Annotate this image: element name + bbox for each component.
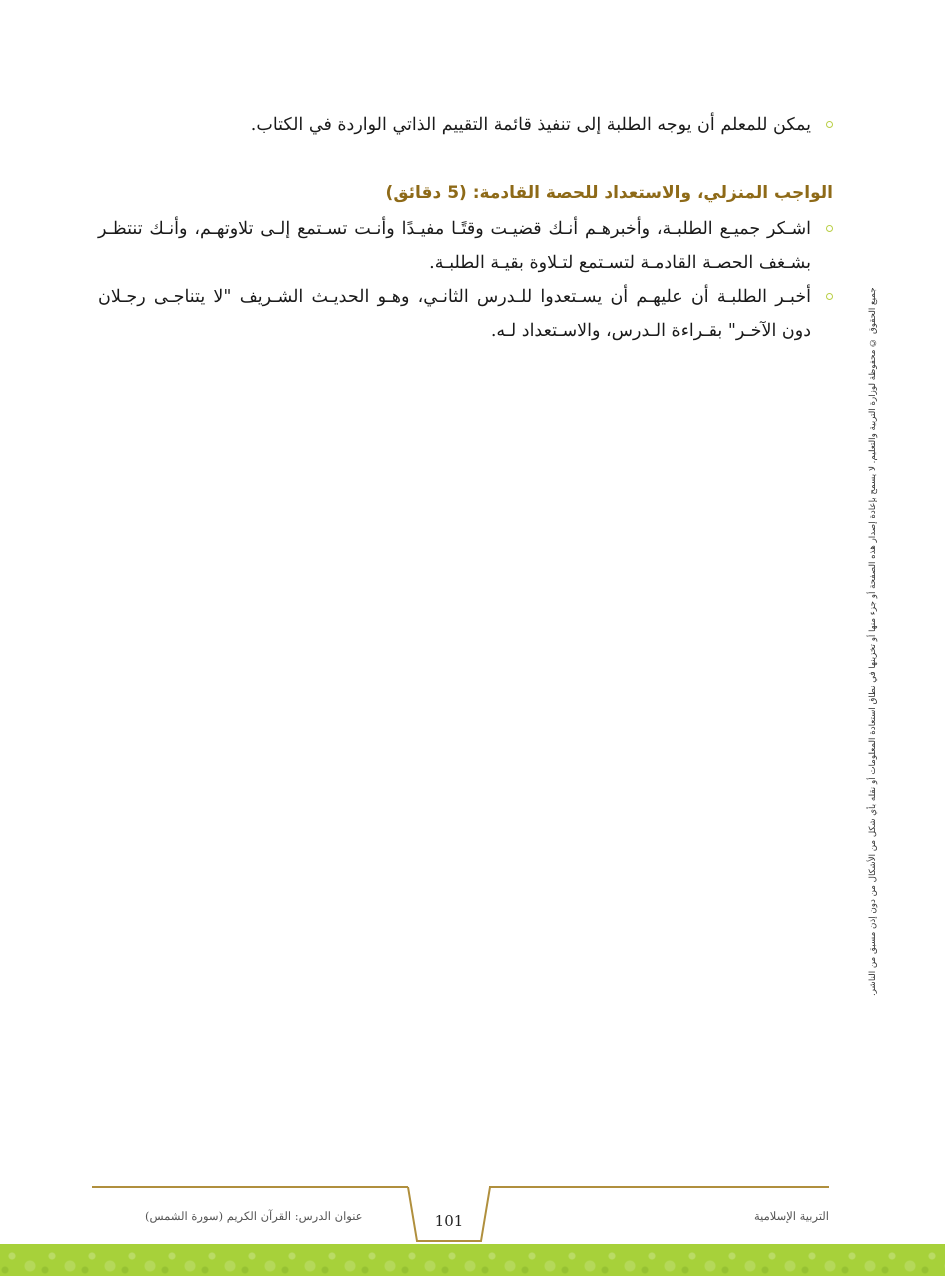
list-item <box>98 108 833 142</box>
list-item <box>98 212 833 280</box>
bullet-circle-icon <box>826 225 833 232</box>
main-content <box>98 108 833 348</box>
decorative-bottom-band <box>0 1244 945 1276</box>
footer-lesson-title: عنوان الدرس: القرآن الكريم (سورة الشمس) <box>145 1209 363 1223</box>
homework-bullet-list <box>98 212 833 348</box>
copyright-notice: جميع الحقوق © محفوظة لوزارة التربية والتعليم. لا يسمح بإعادة إصدار هذه الصفحة أو جزء منها أو تخزينها في نطاق استعادة المعلومات أو نقله بأي شكل من الأشكال من دون إذن مسبق من الناشر. <box>868 287 878 997</box>
bullet-text: يمكن للمعلم أن يوجه الطلبة إلى تنفيذ قائمة التقييم الذاتي الواردة في الكتاب. <box>250 115 811 135</box>
footer-divider-left <box>92 1186 408 1188</box>
bullet-circle-icon <box>826 293 833 300</box>
bullet-text: اشـكر جميـع الطلبـة، وأخبرهـم أنـك قضيـت وقتًـا مفيـدًا وأنـت تسـتمع إلـى تلاوتهـم، وأنـك تنتظـر بشـغف الحصـة القادمـة لتسـتمع لتـلاوة بقيـة الطلبـة. <box>98 219 811 273</box>
homework-heading: الواجب المنزلي، والاستعداد للحصة القادمة: (5 دقائق) <box>385 183 833 203</box>
bullet-circle-icon <box>826 121 833 128</box>
page-number: 101 <box>434 1212 464 1230</box>
bullet-text: أخبـر الطلبـة أن عليهـم أن يسـتعدوا للـدرس الثانـي، وهـو الحديـث الشـريف "لا يتناجـى رجـلان دون الآخـر" بقـراءة الـدرس، والاسـتعداد لـه. <box>98 287 811 341</box>
footer-divider-right <box>489 1186 829 1188</box>
footer-subject: التربية الإسلامية <box>753 1209 829 1223</box>
intro-bullet-list <box>98 108 833 142</box>
list-item <box>98 280 833 348</box>
